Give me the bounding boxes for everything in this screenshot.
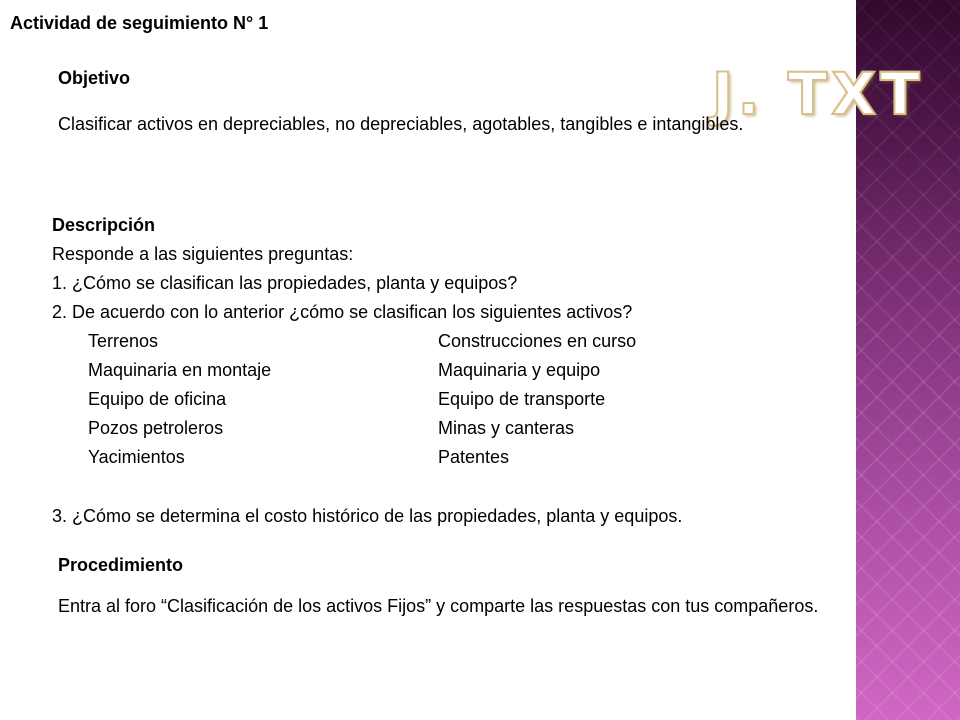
asset-right: Equipo de transporte <box>438 389 606 409</box>
procedimiento-text: Entra al foro “Clasificación de los activos Fijos” y comparte las respuestas con tus compañeros. <box>58 596 819 616</box>
logo: J. TXT <box>712 60 924 128</box>
descripcion-heading: Descripción <box>52 215 156 235</box>
asset-left: Pozos petroleros <box>88 418 224 438</box>
asset-right: Minas y canteras <box>438 418 575 438</box>
question-1: 1. ¿Cómo se clasifican las propiedades, planta y equipos? <box>52 273 518 293</box>
question-3: 3. ¿Cómo se determina el costo histórico de las propiedades, planta y equipos. <box>52 506 683 526</box>
descripcion-intro: Responde a las siguientes preguntas: <box>52 244 354 264</box>
asset-right: Patentes <box>438 447 510 467</box>
asset-right: Maquinaria y equipo <box>438 360 601 380</box>
asset-left: Yacimientos <box>88 447 185 467</box>
asset-left: Equipo de oficina <box>88 389 227 409</box>
page-title: Actividad de seguimiento N° 1 <box>10 13 269 33</box>
asset-right: Construcciones en curso <box>438 331 637 351</box>
question-2: 2. De acuerdo con lo anterior ¿cómo se clasifican los siguientes activos? <box>52 302 633 322</box>
procedimiento-heading: Procedimiento <box>58 555 184 575</box>
asset-left: Maquinaria en montaje <box>88 360 272 380</box>
objetivo-heading: Objetivo <box>58 68 131 88</box>
asset-left: Terrenos <box>88 331 159 351</box>
objetivo-text: Clasificar activos en depreciables, no depreciables, agotables, tangibles e intangibles. <box>58 114 744 134</box>
